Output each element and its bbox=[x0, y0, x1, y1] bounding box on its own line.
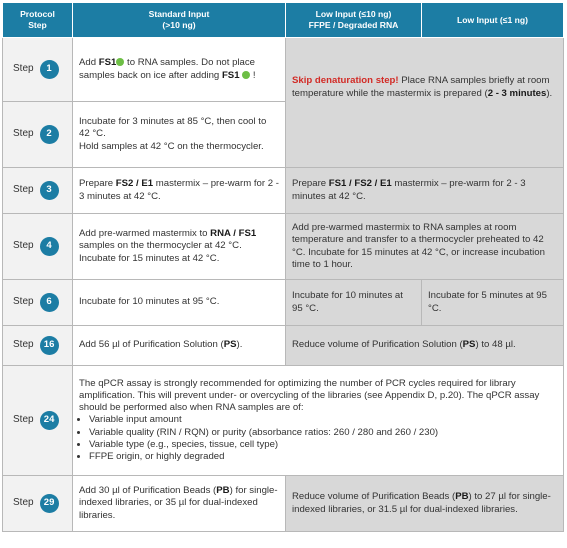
table-row bbox=[3, 168, 564, 214]
qpcr-conditions-list bbox=[79, 414, 557, 463]
low-input-merged-cell: Skip denaturation step! Place RNA samples briefly at room temperature while the mastermix is prepared (2 - 3 minutes). bbox=[286, 38, 564, 168]
step-number-badge: 16 bbox=[40, 336, 59, 355]
low-input-merged-cell: Reduce volume of Purification Solution (PS) to 48 µl. bbox=[286, 326, 564, 366]
list-item: • Variable type (e.g., species, tissue, cell type) bbox=[89, 439, 557, 451]
step-cell bbox=[3, 476, 73, 532]
step-label: Step bbox=[13, 240, 34, 252]
step-label: Step bbox=[13, 414, 34, 426]
step-number-badge: 1 bbox=[40, 60, 59, 79]
low-input-merged-cell: Add pre-warmed mastermix to RNA samples at room temperature and transfer to a thermocycler preheated to 42 °C. Incubate for 15 minutes at 42 °C, or increase incubation time to 1 hour. bbox=[286, 214, 564, 280]
step-label: Step bbox=[13, 184, 34, 196]
list-item: • FFPE origin, or highly degraded bbox=[89, 451, 557, 463]
low-input-1ng-cell: Incubate for 5 minutes at 95 °C. bbox=[422, 280, 564, 326]
list-item: • Variable input amount bbox=[89, 414, 557, 426]
table-row bbox=[3, 326, 564, 366]
standard-input-cell: Add 30 µl of Purification Beads (PB) for single-indexed libraries, or 35 µl for dual-indexed libraries. bbox=[73, 476, 286, 532]
protocol-table bbox=[2, 2, 564, 532]
low-input-merged-cell: Prepare FS1 / FS2 / E1 mastermix – pre-warm for 2 - 3 minutes at 42 °C. bbox=[286, 168, 564, 214]
standard-input-cell: Prepare FS2 / E1 mastermix – pre-warm for 2 - 3 minutes at 42 °C. bbox=[73, 168, 286, 214]
standard-input-cell: Incubate for 3 minutes at 85 °C, then cool to 42 °C. Hold samples at 42 °C on the thermocycler. bbox=[73, 102, 286, 168]
step-number-badge: 6 bbox=[40, 293, 59, 312]
standard-input-cell: Add pre-warmed mastermix to RNA / FS1 samples on the thermocycler at 42 °C. Incubate for 15 minutes at 42 °C. bbox=[73, 214, 286, 280]
low-input-merged-cell: Reduce volume of Purification Beads (PB) to 27 µl for single-indexed libraries, or 31.5 µl for dual-indexed libraries. bbox=[286, 476, 564, 532]
table-row bbox=[3, 280, 564, 326]
header-row bbox=[3, 3, 564, 38]
step-cell bbox=[3, 326, 73, 366]
step-cell bbox=[3, 366, 73, 476]
table-row bbox=[3, 214, 564, 280]
step-cell bbox=[3, 168, 73, 214]
step-number-badge: 4 bbox=[40, 237, 59, 256]
step-number-badge: 24 bbox=[40, 411, 59, 430]
header-low-input-10ng: Low Input (≤10 ng) FFPE / Degraded RNA bbox=[286, 3, 422, 38]
qpcr-recommendation-cell: The qPCR assay is strongly recommended for optimizing the number of PCR cycles required for library amplification. This will prevent under- or overcycling of the libraries (see Appendix D, p.20). The qPCR assay should be performed also when RNA samples are of: • Variable input amount • Variable quality (RIN / RQN) or purity (absorbance ratios: 260 / 280 and 260 / 230) • Variable type (e.g., species, tissue, cell type) • FFPE origin, or highly degraded bbox=[73, 366, 564, 476]
standard-input-cell: Incubate for 10 minutes at 95 °C. bbox=[73, 280, 286, 326]
table-row bbox=[3, 476, 564, 532]
step-label: Step bbox=[13, 128, 34, 140]
header-standard-input: Standard Input (>10 ng) bbox=[73, 3, 286, 38]
table-row bbox=[3, 38, 564, 102]
step-label: Step bbox=[13, 339, 34, 351]
step-number-badge: 29 bbox=[40, 494, 59, 513]
standard-input-cell: Add FS1 to RNA samples. Do not place samples back on ice after adding FS1 ! bbox=[73, 38, 286, 102]
table-row bbox=[3, 366, 564, 476]
step-label: Step bbox=[13, 63, 34, 75]
list-item: • Variable quality (RIN / RQN) or purity (absorbance ratios: 260 / 280 and 260 / 230) bbox=[89, 427, 557, 439]
step-label: Step bbox=[13, 497, 34, 509]
step-cell bbox=[3, 38, 73, 102]
step-cell bbox=[3, 214, 73, 280]
step-number-badge: 3 bbox=[40, 181, 59, 200]
header-low-input-1ng: Low Input (≤1 ng) bbox=[422, 3, 564, 38]
low-input-10ng-cell: Incubate for 10 minutes at 95 °C. bbox=[286, 280, 422, 326]
step-label: Step bbox=[13, 296, 34, 308]
step-cell bbox=[3, 102, 73, 168]
standard-input-cell: Add 56 µl of Purification Solution (PS). bbox=[73, 326, 286, 366]
step-number-badge: 2 bbox=[40, 125, 59, 144]
step-cell bbox=[3, 280, 73, 326]
header-protocol-step: Protocol Step bbox=[3, 3, 73, 38]
skip-denaturation-warning: Skip denaturation step! bbox=[292, 75, 399, 87]
